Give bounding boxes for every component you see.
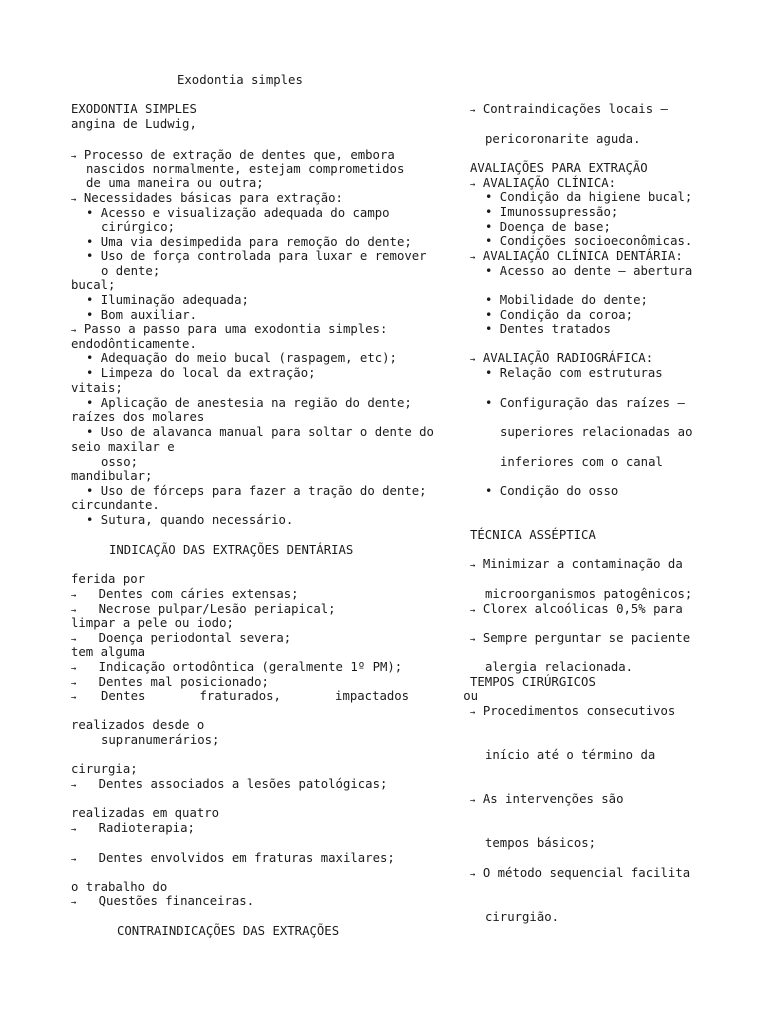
- justified-line: Dentes fraturados, impactados ou: [101, 689, 478, 703]
- bullet-item: • Sutura, quando necessário.: [86, 513, 294, 527]
- section-heading: CONTRAINDICAÇÕES DAS EXTRAÇÕES: [117, 924, 340, 938]
- bullet-item: • Acesso ao dente – abertura: [485, 264, 693, 278]
- arrow-item: → Necessidades básicas para extração:: [71, 191, 343, 205]
- arrow-item: → Dentes com cáries extensas;: [71, 587, 299, 601]
- bullet-item: • Imunossupressão;: [485, 205, 619, 219]
- arrow-item: → Dentes envolvidos em fraturas maxilares;: [71, 851, 395, 865]
- text-line: bucal;: [71, 278, 116, 292]
- arrow-item: → As intervenções são: [470, 792, 624, 806]
- section-heading: AVALIAÇÕES PARA EXTRAÇÃO: [470, 161, 648, 175]
- text-line: inferiores com o canal: [500, 455, 663, 469]
- arrow-item: → Sempre perguntar se paciente: [470, 631, 691, 645]
- arrow-icon: →: [71, 326, 77, 336]
- text-line: cirurgião.: [485, 910, 560, 924]
- arrow-item: → Dentes associados a lesões patológicas;: [71, 777, 388, 791]
- arrow-icon: →: [470, 870, 476, 880]
- bullet-item: • Aplicação de anestesia na região do dente;: [86, 396, 412, 410]
- arrow-item: → O método sequencial facilita: [470, 866, 691, 880]
- arrow-icon: →: [71, 781, 77, 791]
- arrow-icon: →: [71, 195, 77, 205]
- text-line: pericoronarite aguda.: [485, 132, 641, 146]
- text-line: osso;: [101, 455, 139, 469]
- text-line: realizadas em quatro: [71, 806, 220, 820]
- arrow-icon: →: [71, 635, 77, 645]
- text-line: tem alguma: [71, 645, 146, 659]
- bullet-item: • Dentes tratados: [485, 322, 611, 336]
- arrow-icon: →: [71, 606, 77, 616]
- bullet-item: • Uso de fórceps para fazer a tração do dente;: [86, 484, 427, 498]
- arrow-icon: →: [71, 679, 77, 689]
- text-line: seio maxilar e: [71, 440, 175, 454]
- bullet-item: • Configuração das raízes –: [485, 396, 685, 410]
- arrow-icon: →: [71, 855, 77, 865]
- arrow-icon: →: [71, 825, 77, 835]
- arrow-icon: →: [71, 152, 77, 162]
- text-line: raízes dos molares: [71, 410, 205, 424]
- text-line: angina de Ludwig,: [71, 117, 197, 131]
- bullet-item: • Mobilidade do dente;: [485, 293, 648, 307]
- text-line: cirurgia;: [71, 762, 138, 776]
- arrow-item: → Processo de extração de dentes que, embora: [71, 148, 395, 162]
- arrow-icon: →: [470, 106, 476, 116]
- section-heading: TÉCNICA ASSÉPTICA: [470, 528, 596, 542]
- arrow-icon: →: [470, 561, 476, 571]
- bullet-item: • Adequação do meio bucal (raspagem, etc);: [86, 351, 397, 365]
- arrow-item: → Necrose pulpar/Lesão periapical;: [71, 602, 336, 616]
- arrow-item: → Clorex alcoólicas 0,5% para: [470, 602, 683, 616]
- bullet-item: • Limpeza do local da extração;: [86, 366, 316, 380]
- bullet-item: • Uso de força controlada para luxar e remover: [86, 249, 427, 263]
- text-line: ferida por: [71, 572, 146, 586]
- bullet-item: • Condição da higiene bucal;: [485, 190, 693, 204]
- bullet-item: • Bom auxiliar.: [86, 308, 198, 322]
- arrow-item: → Indicação ortodôntica (geralmente 1º PM);: [71, 660, 403, 674]
- section-heading: TEMPOS CIRÚRGICOS: [470, 675, 596, 689]
- text-line: o dente;: [101, 264, 161, 278]
- page-title: Exodontia simples: [177, 73, 303, 87]
- bullet-item: • Condição da coroa;: [485, 308, 634, 322]
- text-line: tempos básicos;: [485, 836, 597, 850]
- arrow-icon: →: [71, 591, 77, 601]
- text-line: limpar a pele ou iodo;: [71, 616, 234, 630]
- bullet-item: • Condições socioeconômicas.: [485, 234, 693, 248]
- arrow-icon: →: [470, 355, 476, 365]
- text-line: vitais;: [71, 381, 123, 395]
- arrow-item: → Contraindicações locais –: [470, 102, 668, 116]
- arrow-item: [71, 689, 76, 705]
- bullet-item: • Doença de base;: [485, 220, 611, 234]
- arrow-icon: →: [470, 180, 476, 190]
- arrow-item: → Doença periodontal severa;: [71, 631, 292, 645]
- text-line: microorganismos patogênicos;: [485, 587, 693, 601]
- text-line: início até o término da: [485, 748, 656, 762]
- arrow-icon: →: [71, 898, 77, 908]
- text-line: de uma maneira ou outra;: [86, 176, 264, 190]
- arrow-icon: →: [71, 664, 77, 674]
- arrow-item: → Radioterapia;: [71, 821, 195, 835]
- bullet-item: • Acesso e visualização adequada do campo: [86, 206, 390, 220]
- section-heading: INDICAÇÃO DAS EXTRAÇÕES DENTÁRIAS: [109, 543, 354, 557]
- arrow-item: → Minimizar a contaminação da: [470, 557, 683, 571]
- arrow-icon: →: [470, 708, 476, 718]
- arrow-icon: →: [470, 635, 476, 645]
- arrow-icon: →: [71, 693, 77, 703]
- text-line: endodônticamente.: [71, 337, 197, 351]
- arrow-item: → AVALIAÇÃO CLÍNICA:: [470, 176, 617, 190]
- bullet-item: • Condição do osso: [485, 484, 619, 498]
- text-line: mandibular;: [71, 469, 153, 483]
- bullet-item: • Uso de alavanca manual para soltar o dente do: [86, 425, 434, 439]
- text-line: o trabalho do: [71, 880, 168, 894]
- arrow-item: → Procedimentos consecutivos: [470, 704, 676, 718]
- arrow-icon: →: [470, 253, 476, 263]
- text-line: superiores relacionadas ao: [500, 425, 693, 439]
- bullet-item: • Relação com estruturas: [485, 366, 663, 380]
- text-line: alergia relacionada.: [485, 660, 634, 674]
- arrow-item: → Passo a passo para uma exodontia simples:: [71, 322, 388, 336]
- arrow-icon: →: [470, 796, 476, 806]
- text-line: cirúrgico;: [101, 220, 176, 234]
- text-line: circundante.: [71, 498, 160, 512]
- arrow-icon: →: [470, 606, 476, 616]
- arrow-item: → AVALIAÇÃO CLÍNICA DENTÁRIA:: [470, 249, 683, 263]
- text-line: nascidos normalmente, estejam comprometidos: [86, 162, 405, 176]
- bullet-item: • Uma via desimpedida para remoção do dente;: [86, 235, 412, 249]
- section-heading: EXODONTIA SIMPLES: [71, 102, 197, 116]
- text-line: supranumerários;: [101, 733, 220, 747]
- text-line: realizados desde o: [71, 718, 205, 732]
- arrow-item: → AVALIAÇÃO RADIOGRÁFICA:: [470, 351, 654, 365]
- arrow-item: → Dentes mal posicionado;: [71, 675, 269, 689]
- arrow-item: → Questões financeiras.: [71, 894, 255, 908]
- bullet-item: • Iluminação adequada;: [86, 293, 249, 307]
